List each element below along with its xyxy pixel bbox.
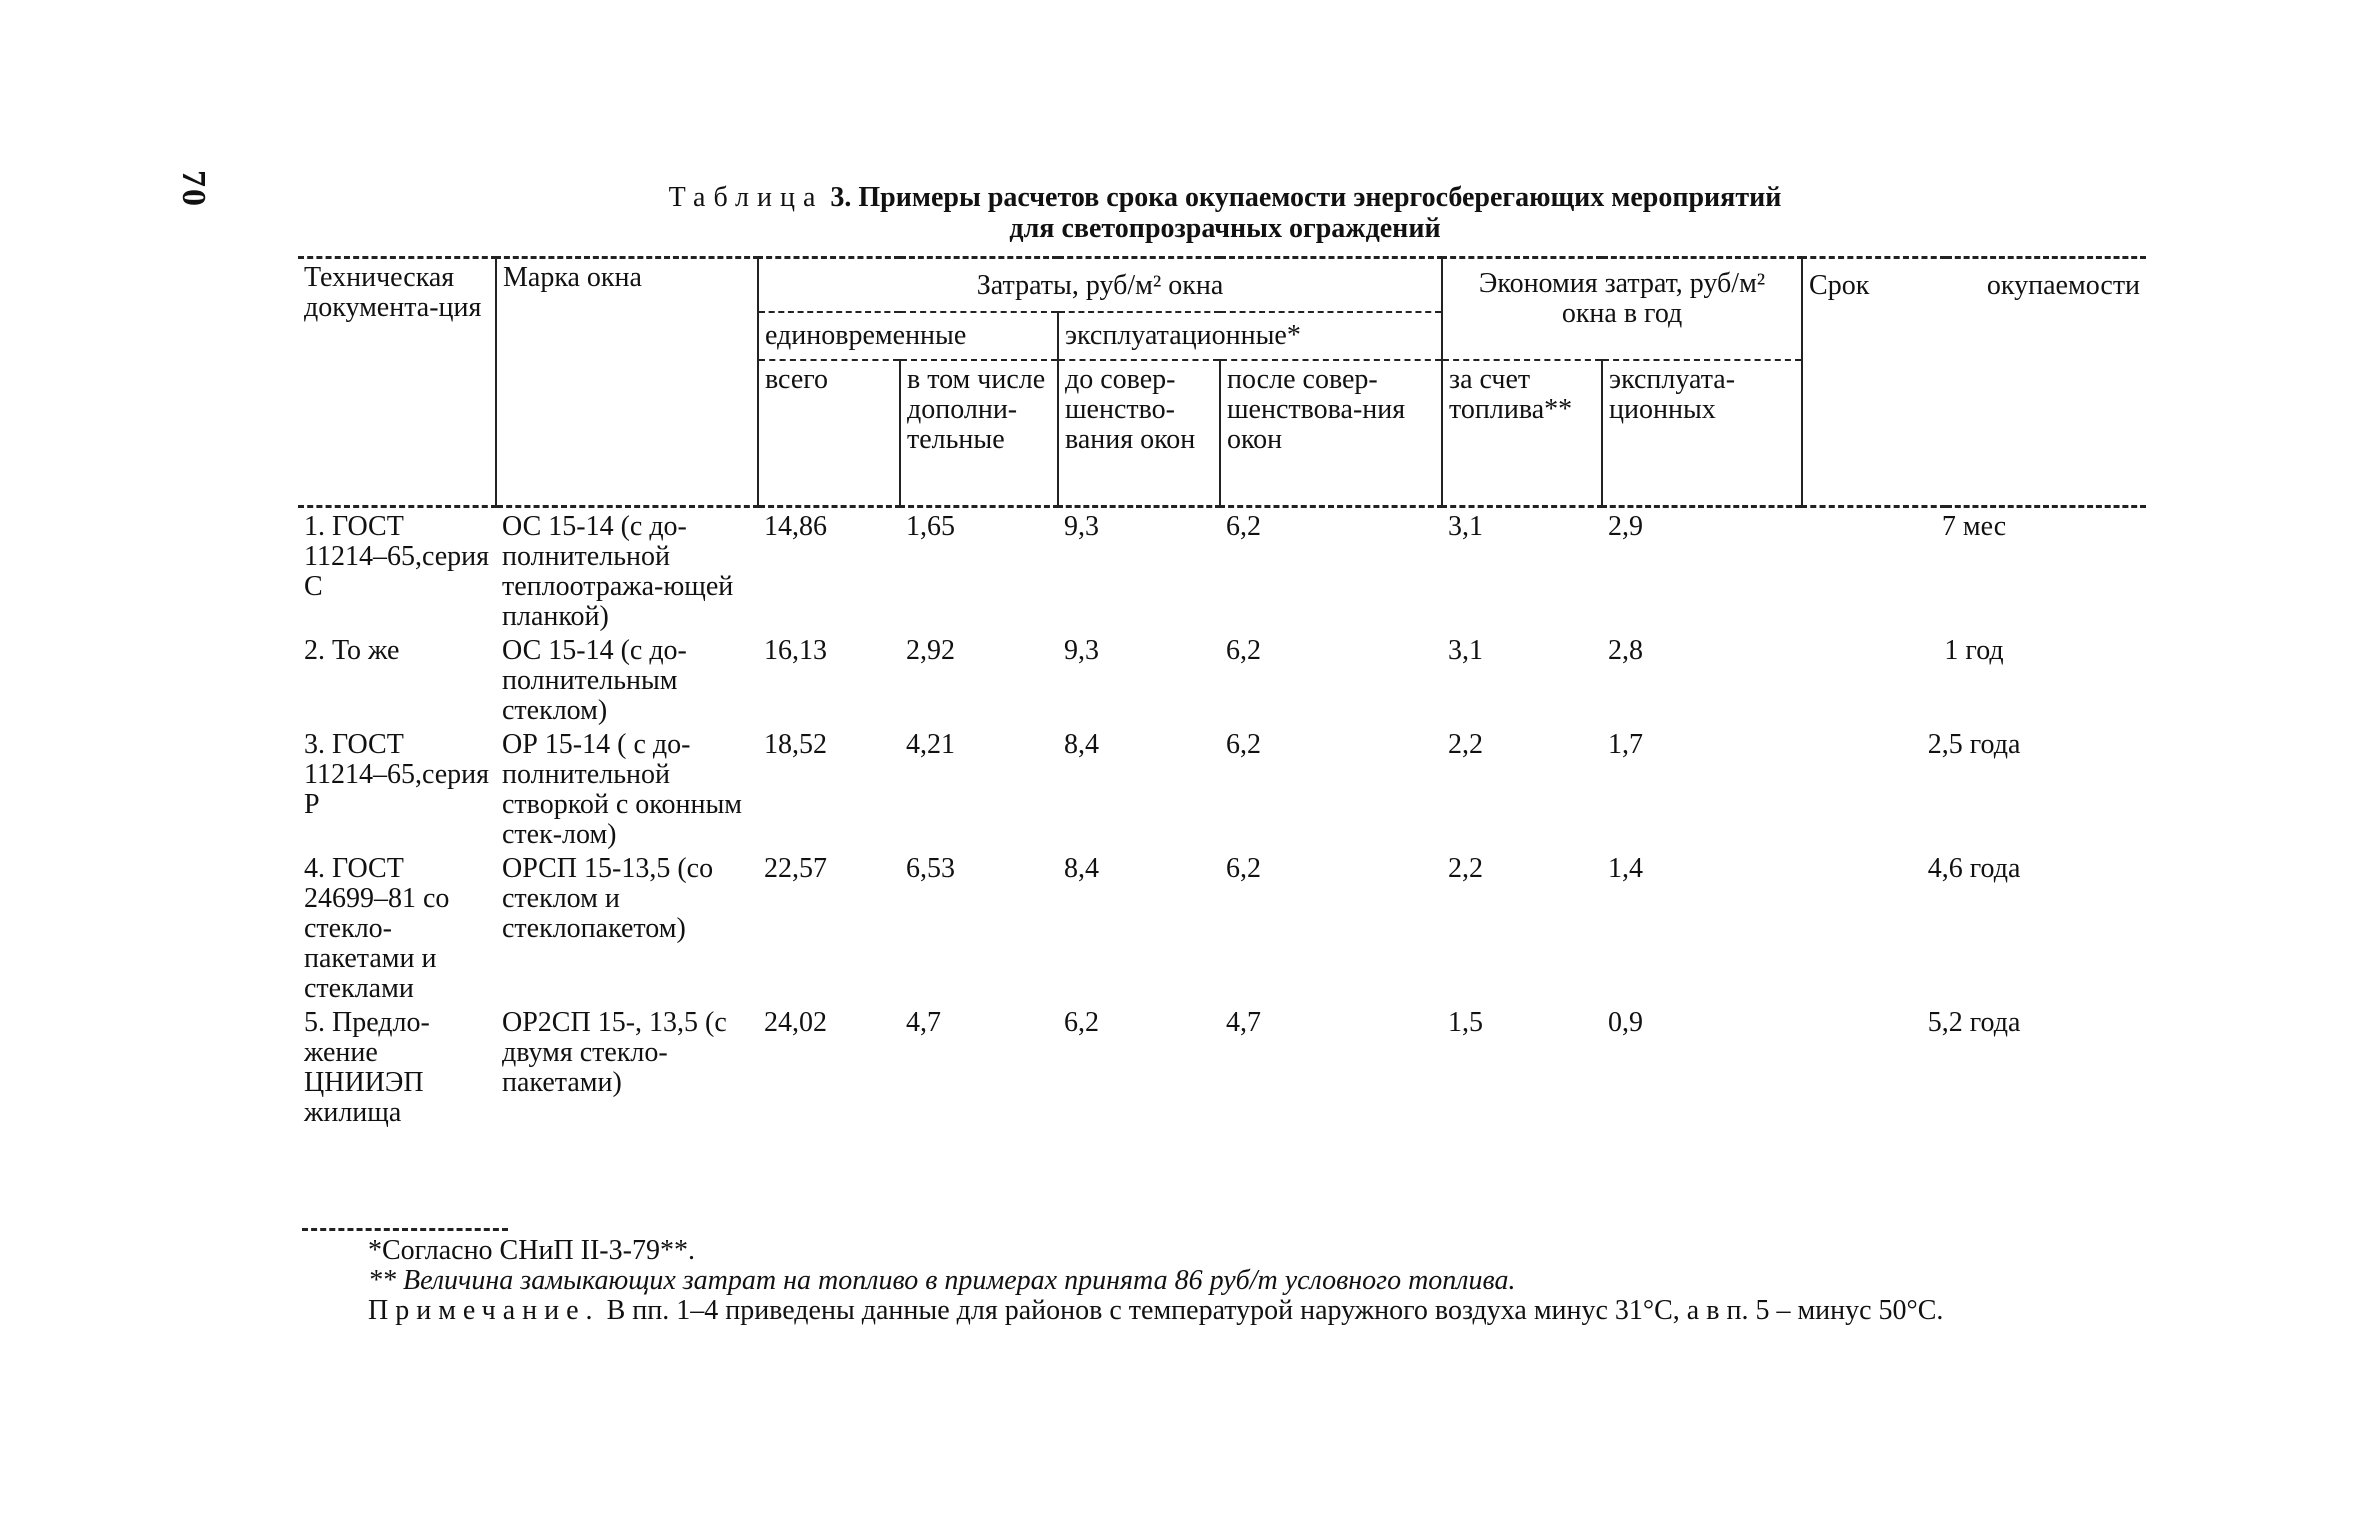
table-row bbox=[298, 852, 2146, 1006]
table-row bbox=[298, 507, 2146, 635]
doc-text: ГОСТ 11214–65,серия Р bbox=[304, 729, 490, 820]
row-index: 5. bbox=[304, 1007, 325, 1038]
after-cell: 6,2 bbox=[1226, 635, 1261, 666]
doc-text: ГОСТ 11214–65,серия С bbox=[304, 511, 490, 602]
row-index: 3. bbox=[304, 729, 325, 760]
brand-cell: ОР2СП 15-, 13,5 (с двумя стекло-пакетами) bbox=[502, 1007, 727, 1098]
before-cell: 9,3 bbox=[1064, 635, 1099, 666]
total-cell: 14,86 bbox=[764, 511, 827, 542]
additional-cell: 2,92 bbox=[906, 635, 955, 666]
caption-label: Таблица bbox=[668, 182, 824, 213]
fuel-cell: 3,1 bbox=[1448, 511, 1484, 542]
before-cell: 8,4 bbox=[1064, 729, 1099, 760]
doc-cell bbox=[298, 634, 496, 728]
payback-table-wrapper bbox=[298, 256, 2146, 1130]
payback-cell: 2,5 года bbox=[1927, 729, 2021, 760]
header-incl-additional: в том числе дополни-тельные bbox=[900, 360, 1058, 507]
additional-cell: 6,53 bbox=[906, 853, 955, 884]
doc-cell bbox=[298, 1006, 496, 1130]
header-total: всего bbox=[758, 360, 900, 507]
header-operating: эксплуатационные* bbox=[1058, 312, 1442, 360]
footnote-1: *Согласно СНиП II-3-79**. bbox=[368, 1235, 695, 1266]
header-after: после совер-шенствова-ния окон bbox=[1220, 360, 1442, 507]
brand-cell: ОС 15-14 (с до-полнительной теплоотража-ющей планкой) bbox=[502, 511, 734, 632]
doc-cell bbox=[298, 507, 496, 635]
before-cell: 8,4 bbox=[1064, 853, 1099, 884]
operational-cell: 0,9 bbox=[1608, 1007, 1644, 1038]
fuel-cell: 1,5 bbox=[1448, 1007, 1484, 1038]
caption-line-1 bbox=[300, 182, 2150, 213]
payback-cell: 1 год bbox=[1944, 635, 2004, 666]
total-cell: 24,02 bbox=[764, 1007, 827, 1038]
doc-cell bbox=[298, 728, 496, 852]
table-row bbox=[298, 728, 2146, 852]
row-index: 2. bbox=[304, 635, 325, 666]
fuel-cell: 2,2 bbox=[1448, 853, 1484, 884]
table-caption bbox=[300, 182, 2150, 244]
doc-text: То же bbox=[332, 635, 400, 666]
caption-title: 3. Примеры расчетов срока окупаемости энергосберегающих мероприятий bbox=[830, 182, 1782, 213]
total-cell: 16,13 bbox=[764, 635, 827, 666]
fuel-cell: 3,1 bbox=[1448, 635, 1484, 666]
doc-text: ГОСТ 24699–81 со стекло-пакетами и стеклами bbox=[304, 853, 450, 1004]
payback-table bbox=[298, 256, 2146, 1130]
brand-cell: ОС 15-14 (с до-полнительным стеклом) bbox=[502, 635, 687, 726]
note-label: Примечание. bbox=[368, 1295, 600, 1326]
note-text: В пп. 1–4 приведены данные для районов с температурой наружного воздуха минус 31°С, а в п. 5 – минус 50°С. bbox=[606, 1295, 1944, 1326]
additional-cell: 4,7 bbox=[906, 1007, 941, 1038]
additional-cell: 4,21 bbox=[906, 729, 955, 760]
brand-cell: ОРСП 15-13,5 (со стеклом и стеклопакетом) bbox=[502, 853, 714, 944]
before-cell: 9,3 bbox=[1064, 511, 1099, 542]
footnotes bbox=[302, 1236, 2152, 1326]
row-index: 4. bbox=[304, 853, 325, 884]
after-cell: 4,7 bbox=[1226, 1007, 1261, 1038]
operational-cell: 1,4 bbox=[1608, 853, 1644, 884]
total-cell: 18,52 bbox=[764, 729, 827, 760]
header-savings: Экономия затрат, руб/м² окна в год bbox=[1442, 258, 1802, 361]
after-cell: 6,2 bbox=[1226, 729, 1261, 760]
before-cell: 6,2 bbox=[1064, 1007, 1099, 1038]
payback-cell: 7 мес bbox=[1941, 511, 2007, 542]
after-cell: 6,2 bbox=[1226, 511, 1261, 542]
header-operational: эксплуата-ционных bbox=[1602, 360, 1802, 507]
payback-cell: 4,6 года bbox=[1927, 853, 2021, 884]
header-tech-doc: Техническая документа-ция bbox=[298, 258, 496, 507]
header-payback-a: Срок bbox=[1802, 258, 1946, 507]
total-cell: 22,57 bbox=[764, 853, 827, 884]
doc-text: Предло-жение ЦНИИЭП жилища bbox=[304, 1007, 430, 1128]
operational-cell: 2,8 bbox=[1608, 635, 1644, 666]
operational-cell: 1,7 bbox=[1608, 729, 1644, 760]
footnote-2: ** Величина замыкающих затрат на топливо в примерах принята 86 руб/т условного топлива. bbox=[368, 1265, 1516, 1296]
note-paragraph bbox=[302, 1296, 2152, 1326]
payback-cell: 5,2 года bbox=[1927, 1007, 2021, 1038]
header-costs: Затраты, руб/м² окна bbox=[758, 258, 1442, 313]
additional-cell: 1,65 bbox=[906, 511, 955, 542]
fuel-cell: 2,2 bbox=[1448, 729, 1484, 760]
header-before: до совер-шенство-вания окон bbox=[1058, 360, 1220, 507]
doc-cell bbox=[298, 852, 496, 1006]
operational-cell: 2,9 bbox=[1608, 511, 1644, 542]
after-cell: 6,2 bbox=[1226, 853, 1261, 884]
footnote-divider bbox=[302, 1228, 508, 1231]
table-row bbox=[298, 1006, 2146, 1130]
header-one-time: единовременные bbox=[758, 312, 1058, 360]
caption-line-2: для светопрозрачных ограждений bbox=[1009, 213, 1441, 244]
page-number: 70 bbox=[175, 170, 212, 208]
header-fuel: за счет топлива** bbox=[1442, 360, 1602, 507]
brand-cell: ОР 15-14 ( с до-полнительной створкой с оконным стек-лом) bbox=[502, 729, 742, 850]
row-index: 1. bbox=[304, 511, 325, 542]
table-row bbox=[298, 634, 2146, 728]
header-payback-b: окупаемости bbox=[1946, 258, 2146, 507]
header-window-brand: Марка окна bbox=[496, 258, 758, 507]
